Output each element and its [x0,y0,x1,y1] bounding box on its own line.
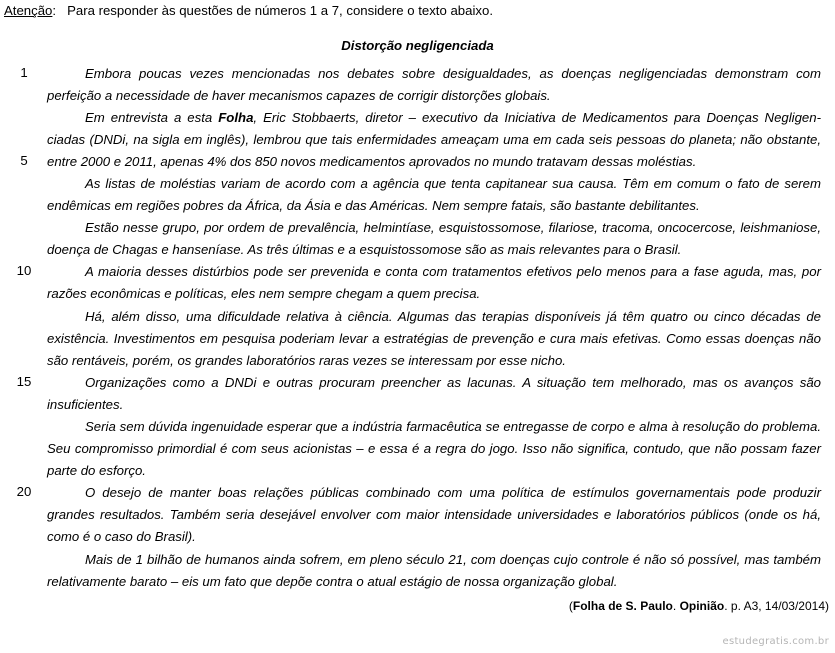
paragraph-2 [47,107,821,173]
line-number-15: 15 [16,374,32,389]
attention-label: Atenção [4,3,53,18]
source-details: p. A3, 14/03/2014) [730,599,829,613]
paragraph-2-rest: , Eric Stobbaerts, diretor – executivo da Iniciativa de Medicamentos para Doenças Negligen-ciadas (DNDi, na sigla em inglês), lembrou que tais enfermidades ameaçam uma em cada seis pessoas do planeta; não obstante, entre 2000 e 2011, apenas 4% dos 850 novos medicamentos aprovados no mundo tratavam dessas moléstias. [47,110,821,169]
source-citation: (Folha de S. Paulo. Opinião. p. A3, 14/03/2014) [568,599,829,613]
paragraph-1: Embora poucas vezes mencionadas nos debates sobre desigualdades, as doenças negligenciadas demonstram com perfeição a necessidade de haver mecanismos capazes de corrigir distorções globais. [47,66,821,103]
source-section: Opinião [679,599,725,613]
paragraph-5: A maioria desses distúrbios pode ser prevenida e conta com tratamentos efetivos pelo menos para a fase aguda, mas, por razões econômicas e políticas, eles nem sempre chegam a quem precisa. [47,264,821,301]
paragraph-3: As listas de moléstias variam de acordo com a agência que tenta capitanear sua causa. Têm em comum o fato de serem endêmicas em regiões pobres da África, da Ásia e das Américas. Nem sempre fatais, são bastante debilitantes. [47,176,821,213]
paragraph-6: Há, além disso, uma dificuldade relativa à ciência. Algumas das terapias disponíveis já têm quatro ou cinco décadas de existência. Investimentos em pesquisa poderiam levar a estratégias de prevenção e cura mais efetivas. Como essas doenças não são rentáveis, porém, os grandes laboratórios raras vezes se interessam por esse nicho. [47,309,821,368]
line-number-20: 20 [16,484,32,499]
watermark: estudegratis.com.br [722,636,829,647]
line-number-10: 10 [16,263,32,278]
paragraph-2-start: Em entrevista a esta [85,110,219,125]
text-title: Distorção negligenciada [341,38,494,53]
instruction-text: Para responder às questões de números 1 a 7, considere o texto abaixo. [67,3,493,18]
newspaper-name: Folha [218,110,254,125]
paragraph-9: O desejo de manter boas relações públicas combinado com uma política de estímulos governamentais pode produzir grandes resultados. Também seria desejável envolver com maior intensidade universidades e laboratórios públicos (onde os há, como é o caso do Brasil). [47,485,821,544]
source-open: ( [568,599,573,613]
line-number-1: 1 [20,65,28,80]
source-publication: Folha de S. Paulo [572,599,673,613]
instruction-header: Atenção: Para responder às questões de números 1 a 7, considere o texto abaixo. [4,3,493,18]
paragraph-7: Organizações como a DNDi e outras procuram preencher as lacunas. A situação tem melhorado, mas os avanços são insuficientes. [47,375,821,412]
paragraph-10: Mais de 1 bilhão de humanos ainda sofrem, em pleno século 21, com doenças cujo controle é não só possível, mas também relativamente barato – eis um fato que depõe contra o atual estágio de nossa organização global. [47,552,821,589]
paragraph-8: Seria sem dúvida ingenuidade esperar que a indústria farmacêutica se entregasse de corpo e alma à resolução do problema. Seu compromisso primordial é com seus acionistas – e essa é a regra do jogo. Isso não significa, contudo, que não possam fazer parte do esforço. [47,419,821,478]
line-number-5: 5 [20,153,28,168]
paragraph-4: Estão nesse grupo, por ordem de prevalência, helmintíase, esquistossomose, filariose, tracoma, oncocercose, leishmaniose, doença de Chagas e hanseníase. As três últimas e a esquistossomose são as mais relevantes para o Brasil. [47,220,821,257]
